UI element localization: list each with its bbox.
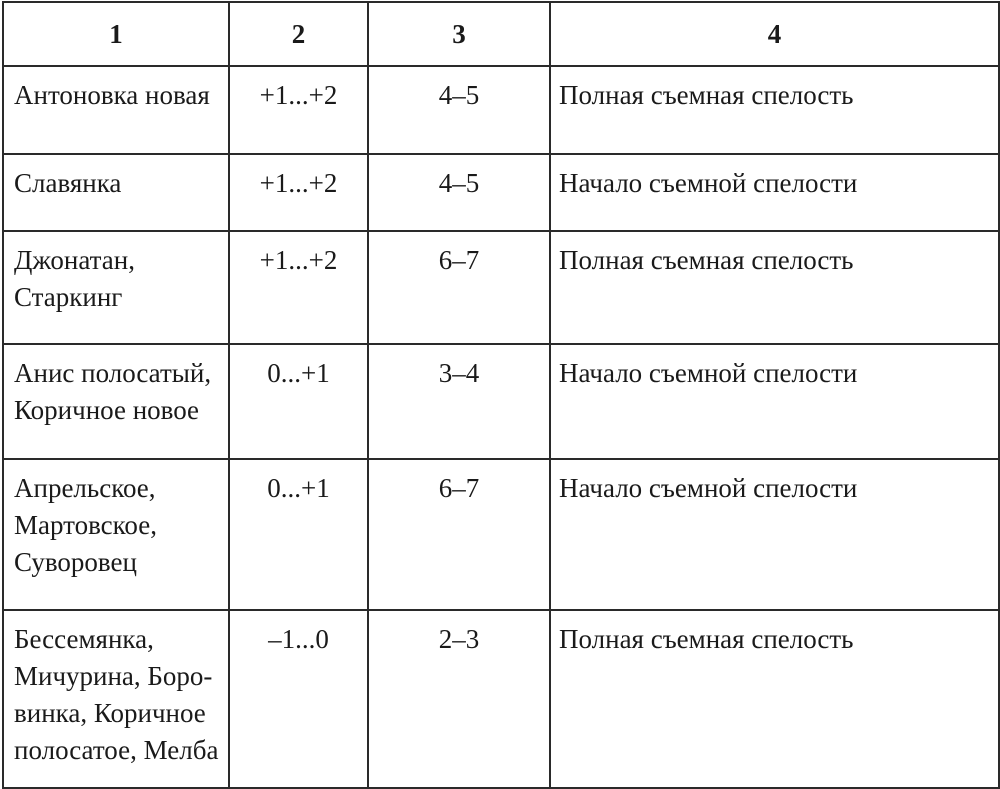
ripeness-cell: Полная съемная спелость <box>550 66 999 154</box>
variety-line: Апрельское, <box>14 473 156 503</box>
variety-cell <box>3 610 229 788</box>
ripeness-cell: Полная съемная спелость <box>550 231 999 344</box>
table-row <box>3 154 999 231</box>
variety-cell <box>3 459 229 610</box>
table-row <box>3 344 999 459</box>
variety-line: винка, Коричное <box>14 698 206 728</box>
table-row <box>3 459 999 610</box>
variety-cell <box>3 344 229 459</box>
months-cell: 4–5 <box>368 154 550 231</box>
header-cell-1: 1 <box>3 2 229 66</box>
variety-line: полосатое, Мелба <box>14 735 219 765</box>
variety-line: Суворовец <box>14 547 137 577</box>
variety-cell <box>3 66 229 154</box>
months-cell: 4–5 <box>368 66 550 154</box>
temperature-cell: 0...+1 <box>229 344 368 459</box>
temperature-cell: –1...0 <box>229 610 368 788</box>
table-row <box>3 231 999 344</box>
temperature-cell: +1...+2 <box>229 154 368 231</box>
months-cell: 3–4 <box>368 344 550 459</box>
table-row <box>3 610 999 788</box>
header-cell-2: 2 <box>229 2 368 66</box>
ripeness-cell: Полная съемная спелость <box>550 610 999 788</box>
variety-line: Антоновка новая <box>14 80 210 110</box>
variety-cell <box>3 231 229 344</box>
variety-line: Мичурина, Боро- <box>14 661 213 691</box>
months-cell: 6–7 <box>368 459 550 610</box>
header-cell-4: 4 <box>550 2 999 66</box>
temperature-cell: +1...+2 <box>229 231 368 344</box>
temperature-cell: 0...+1 <box>229 459 368 610</box>
variety-line: Джонатан, <box>14 245 135 275</box>
ripeness-cell: Начало съемной спелости <box>550 154 999 231</box>
storage-table <box>2 1 1000 789</box>
variety-line: Бессемянка, <box>14 624 154 654</box>
months-cell: 2–3 <box>368 610 550 788</box>
header-cell-3: 3 <box>368 2 550 66</box>
variety-line: Коричное новое <box>14 395 200 425</box>
variety-line: Старкинг <box>14 282 123 312</box>
variety-line: Славянка <box>14 168 122 198</box>
header-row <box>3 2 999 66</box>
ripeness-cell: Начало съемной спелости <box>550 344 999 459</box>
variety-line: Мартовское, <box>14 510 157 540</box>
months-cell: 6–7 <box>368 231 550 344</box>
variety-line: Анис полосатый, <box>14 358 212 388</box>
table-row <box>3 66 999 154</box>
temperature-cell: +1...+2 <box>229 66 368 154</box>
ripeness-cell: Начало съемной спелости <box>550 459 999 610</box>
variety-cell <box>3 154 229 231</box>
